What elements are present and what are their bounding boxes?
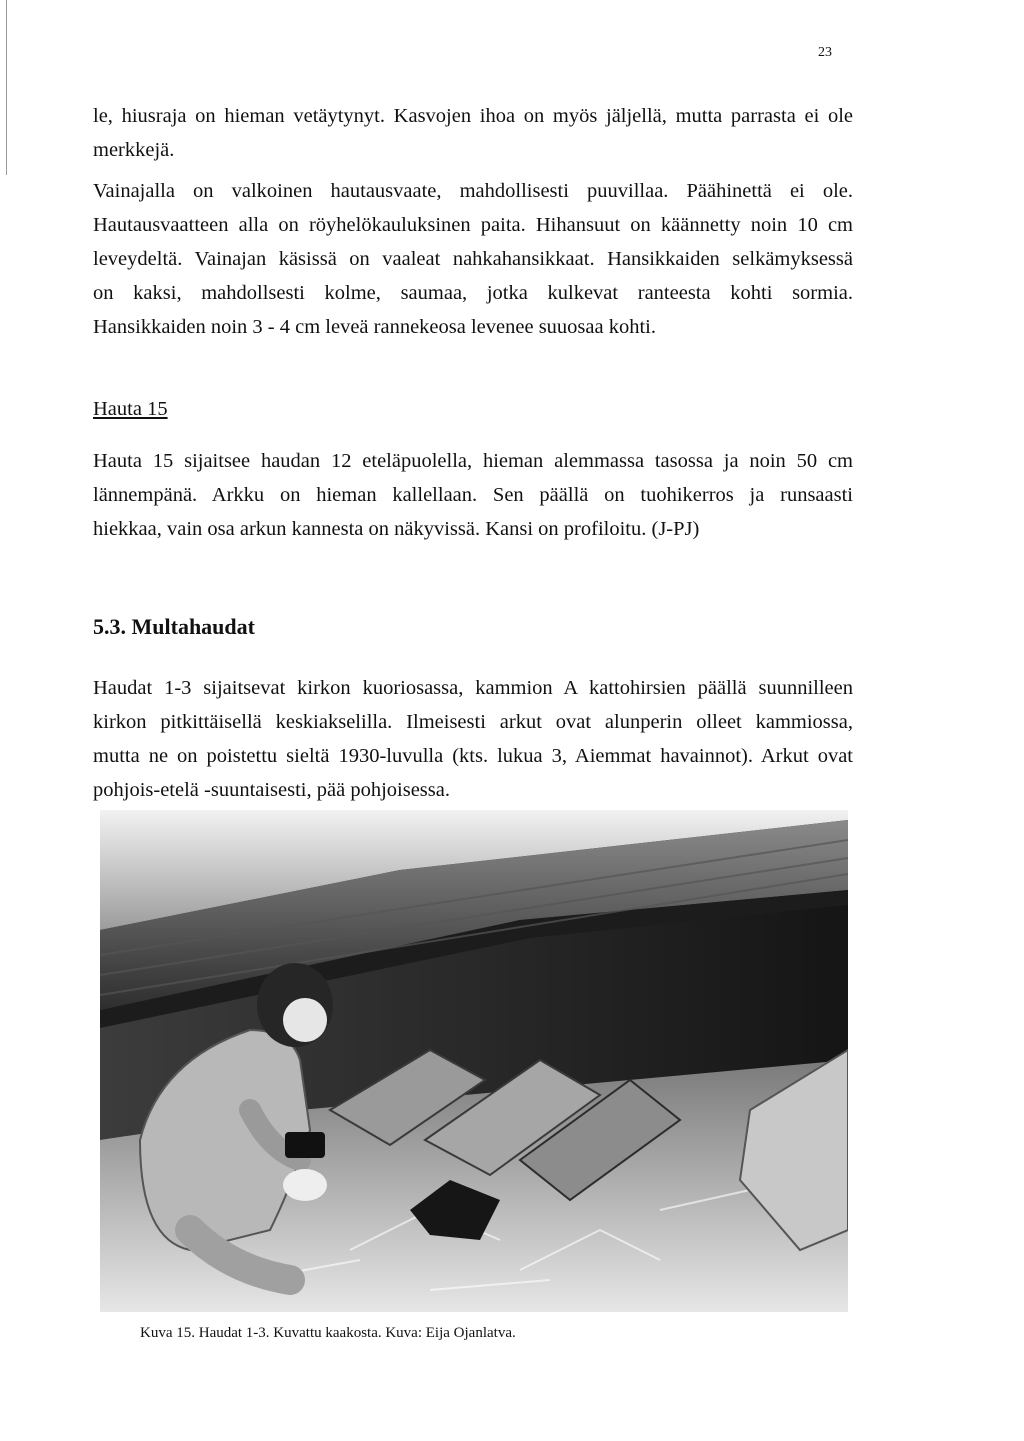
paragraph-line: Hauta 15 sijaitsee haudan 12 eteläpuolella, hieman alemmassa tasossa ja noin 50 cm [93, 450, 853, 472]
excavation-photo [100, 810, 848, 1312]
paragraph-line: kirkon pitkittäisellä keskiakselilla. Ilmeisesti arkut ovat alunperin olleet kammiossa, [93, 711, 853, 733]
figure-caption: Kuva 15. Haudat 1-3. Kuvattu kaakosta. Kuva: Eija Ojanlatva. [140, 1325, 516, 1341]
paragraph-4 [93, 671, 853, 807]
paragraph-line: hiekkaa, vain osa arkun kannesta on näkyvissä. Kansi on profiloitu. (J-PJ) [93, 518, 700, 540]
paragraph-line: pohjois-etelä -suuntaisesti, pää pohjoisessa. [93, 779, 450, 801]
paragraph-3 [93, 444, 853, 546]
paragraph-line: mutta ne on poistettu sieltä 1930-luvulla (kts. lukua 3, Aiemmat havainnot). Arkut ovat [93, 745, 853, 767]
paragraph-line: Haudat 1-3 sijaitsevat kirkon kuoriosassa, kammion A kattohirsien päällä suunnilleen [93, 677, 853, 699]
paragraph-2 [93, 174, 853, 344]
section-heading-hauta-15: Hauta 15 [93, 398, 168, 420]
paragraph-line: merkkejä. [93, 139, 175, 161]
paragraph-line: Hansikkaiden noin 3 - 4 cm leveä rannekeosa levenee suuosaa kohti. [93, 316, 656, 338]
paragraph-line: leveydeltä. Vainajan käsissä on vaaleat nahkahansikkaat. Hansikkaiden selkämyksessä [93, 248, 853, 270]
paragraph-line: le, hiusraja on hieman vetäytynyt. Kasvojen ihoa on myös jäljellä, mutta parrasta ei ole [93, 105, 853, 127]
paragraph-line: on kaksi, mahdollsesti kolme, saumaa, jotka kulkevat ranteesta kohti sormia. [93, 282, 853, 304]
paragraph-line: Vainajalla on valkoinen hautausvaate, mahdollisesti puuvillaa. Päähinettä ei ole. [93, 180, 853, 202]
section-heading-multahaudat: 5.3. Multahaudat [93, 614, 255, 639]
paragraph-line: Hautausvaatteen alla on röyhelökauluksinen paita. Hihansuut on käännetty noin 10 cm [93, 214, 853, 236]
page-number: 23 [818, 45, 832, 60]
paragraph-1 [93, 99, 853, 167]
paragraph-line: lännempänä. Arkku on hieman kallellaan. Sen päällä on tuohikerros ja runsaasti [93, 484, 853, 506]
scan-edge-line [6, 0, 7, 175]
